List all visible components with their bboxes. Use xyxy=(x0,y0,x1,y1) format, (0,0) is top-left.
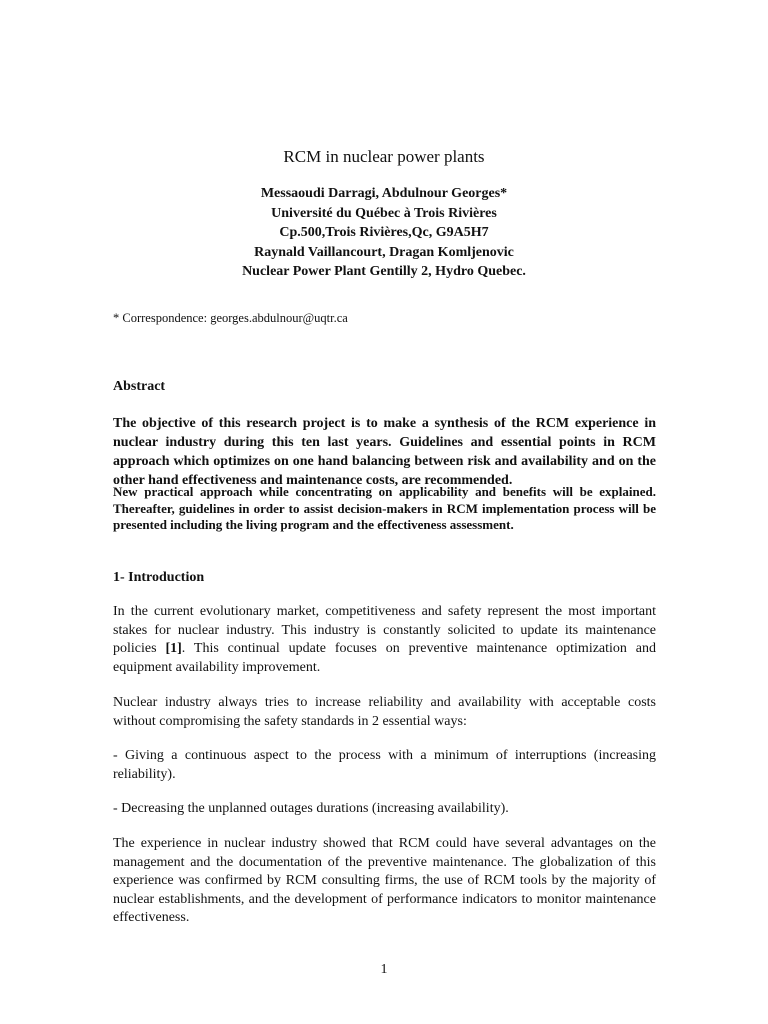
correspondence-note: * Correspondence: georges.abdulnour@uqtr.ca xyxy=(113,311,348,325)
body-paragraph: The experience in nuclear industry showed that RCM could have several advantages on the management and the documentation of the preventive maintenance. The globalization of this experience was confirmed by RCM consulting firms, the use of RCM tools by the majority of nuclear establishments, and the development of performance indicators to monitor maintenance effectiveness. xyxy=(113,836,656,925)
list-item: - Decreasing the unplanned outages durations (increasing availability). xyxy=(113,801,509,816)
body-paragraph: Nuclear industry always tries to increase reliability and availability with acceptable costs without compromising the safety standards in 2 essential ways: xyxy=(113,695,656,729)
abstract-heading: Abstract xyxy=(113,379,166,394)
affiliation-line: Nuclear Power Plant Gentilly 2, Hydro Quebec. xyxy=(242,264,526,279)
section-heading: 1- Introduction xyxy=(113,570,205,585)
affiliation-line: Université du Québec à Trois Rivières xyxy=(271,205,497,221)
abstract-paragraph: The objective of this research project is to make a synthesis of the RCM experience in nuclear industry during this ten last years. Guidelines and essential points in RCM approach which optimizes on one hand balancing between risk and availability and on the other hand effectiveness and maintenance costs, are recommended. xyxy=(113,416,656,488)
author-block xyxy=(0,184,768,282)
author-line: Raynald Vaillancourt, Dragan Komljenovic xyxy=(254,244,514,260)
list-item: - Giving a continuous aspect to the process with a minimum of interruptions (increasing reliability). xyxy=(113,748,656,782)
body-paragraph xyxy=(113,603,656,677)
page-number: 1 xyxy=(380,962,388,977)
author-line: Messaoudi Darragi, Abdulnour Georges* xyxy=(260,186,508,201)
abstract-paragraph: New practical approach while concentrating on applicability and benefits will be explained. Thereafter, guidelines in order to assist decision-makers in RCM implementation process will be presented including the living program and the effectiveness assessment. xyxy=(113,484,656,532)
address-line: Cp.500,Trois Rivières,Qc, G9A5H7 xyxy=(279,225,489,240)
citation-ref: [1] xyxy=(165,641,182,656)
paragraph-text: . This continual update focuses on preventive maintenance optimization and equipment availability improvement. xyxy=(113,641,657,675)
paper-title: RCM in nuclear power plants xyxy=(283,147,485,166)
paragraph-text: In the current evolutionary market, competitiveness and safety represent the most important stakes for nuclear industry. This industry is constantly solicited to update its maintenance policies xyxy=(113,604,656,656)
